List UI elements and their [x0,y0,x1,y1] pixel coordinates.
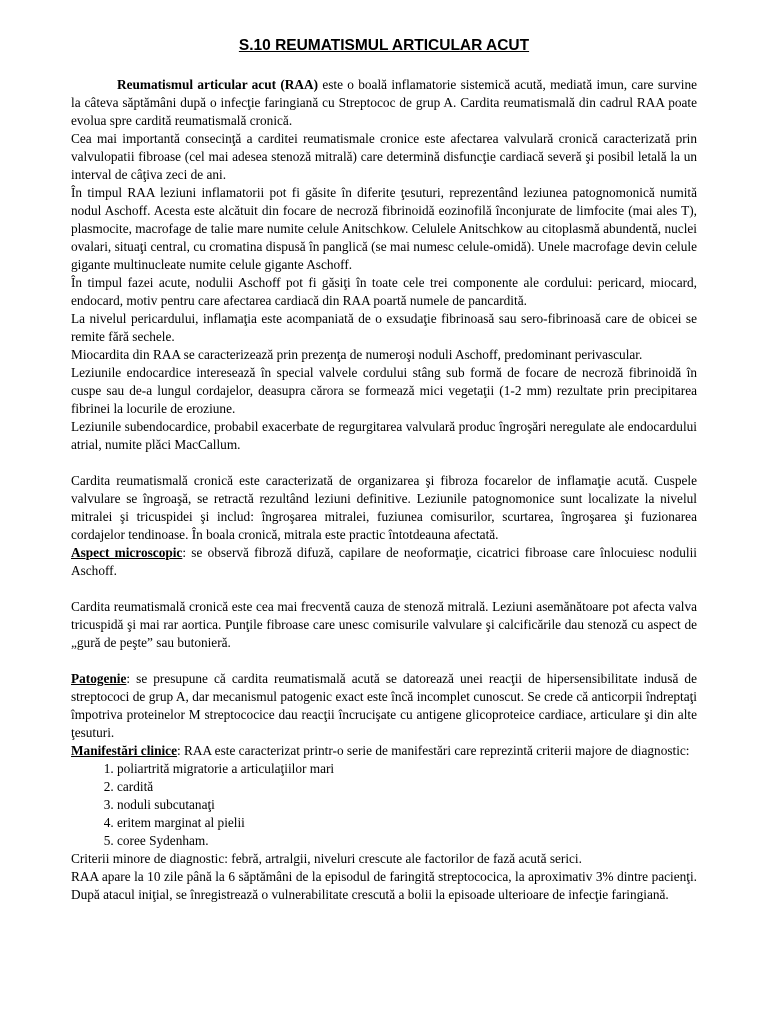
list-item: 4. eritem marginat al pielii [117,814,697,832]
paragraph-minor-criteria: Criterii minore de diagnostic: febră, artralgii, niveluri crescute ale factorilor de fază acută serici. [71,851,582,866]
paragraph-onset: RAA apare la 10 zile până la 6 săptămâni de la episodul de faringită streptococica, la aproximativ 3% dintre pacienţi. După atacul iniţial, se înregistrează o vulnerabilitate crescută a bolii la episoade ulterioare de infecţie faringiană. [71,869,697,902]
criteria-list [71,760,697,850]
page-title: S.10 REUMATISMUL ARTICULAR ACUT [238,37,530,54]
spacer [71,580,697,598]
list-item: 1. poliartrită migratorie a articulaţiilor mari [117,760,697,778]
microscopic-text: : se observă fibroză difuză, capilare de neoformaţie, cicatrici fibroase care înlocuiesc nodulii Aschoff. [71,545,697,578]
paragraph-miocardita: Miocardita din RAA se caracterizează prin prezenţa de numeroşi noduli Aschoff, predominant perivascular. [71,347,643,362]
paragraph-aschoff: În timpul RAA leziuni inflamatorii pot fi găsite în diferite ţesuturi, reprezentând leziunea patognomonică numită nodul Aschoff. Acesta este alcătuit din focare de necroză fibrinoidă eozinofilă înconjurate de limfocite (mai ales T), plasmocite, macrofage de talie mare numite celule Anitschkow. Celulele Anitschkow au citoplasmă abundentă, nuclei ovalari, situaţi central, cu cromatina dispusă în panglică (se mai numesc celule-omidă). Unele macrofage devin celule gigante multinucleate numite celule gigante Aschoff. [71,185,697,272]
patogenie-label: Patogenie [71,671,127,686]
paragraph-chronic: Cardita reumatismală cronică este caracterizată de organizarea şi fibroza focarelor de inflamaţie acută. Cuspele valvulare se îngroaşă, se retractă rezultând leziuni definitive. Leziunile patognomonice sunt localizate la nivelul mitralei şi tricuspidei şi includ: îngroşarea mitralei, fuziunea comisurilor, scurtarea, îngroşarea şi fuzionarea cordajelor tendinoase. În boala cronică, mitrala este practic întotdeauna afectată. [71,473,697,542]
intro-term: Reumatismul articular acut (RAA) [117,77,319,92]
paragraph-subendocard: Leziunile subendocardice, probabil exacerbate de regurgitarea valvulară produc îngroşări neregulate ale endocardului atrial, numite plăci MacCallum. [71,419,697,452]
paragraph-acute-phase: În timpul fazei acute, nodulii Aschoff pot fi găsiţi în toate cele trei componente ale cordului: pericard, miocard, endocard, motiv pentru care afectarea cardiacă din RAA poartă numele de pancardită. [71,275,697,308]
manifestari-label: Manifestări clinice [71,743,177,758]
spacer [71,454,697,472]
manifestari-text: : RAA este caracterizat printr-o serie de manifestări care reprezintă criterii majore de diagnostic: [176,743,690,758]
spacer [71,652,697,670]
list-item: 5. coree Sydenham. [117,832,697,850]
patogenie-text: : se presupune că cardita reumatismală acută se datorează unei reacţii de hipersensibilitate indusă de streptococi de grup A, dar mecanismul patogenic exact este încă incomplet cunoscut. Se crede că anticorpii îndreptaţi împotriva proteinelor M streptococice dau reacţii încrucişate cu antigene glicoproteice cardiace, articulare şi din alte ţesuturi. [71,671,697,740]
paragraph-microscopic [71,544,697,580]
list-item: 2. cardită [117,778,697,796]
paragraph-manifestari [71,742,697,760]
intro-text: este o boală inflamatorie sistemică acută, mediată imun, care survine la câteva săptămâni după o infecţie faringiană cu Streptococ de grup A. Cardita reumatismală din cadrul RAA poate evolua spre cardită reumatismală cronică. [71,77,697,128]
paragraph-pericard: La nivelul pericardului, inflamaţia este acompaniată de o exsudaţie fibrinoasă sau sero-fibrinoasă care de obicei se remite fără sechele. [71,311,697,344]
list-item: 3. noduli subcutanaţi [117,796,697,814]
paragraph-endocard: Leziunile endocardice interesează în special valvele cordului stâng sub formă de focare de necroză fibrinoidă în cuspe sau de-a lungul cordajelor, deasupra cărora se formează mici vegetaţii (1-2 mm) rezultate prin precipitarea fibrinei la locurile de eroziune. [71,365,697,416]
paragraph-patogenie [71,670,697,742]
microscopic-label: Aspect microscopic [71,545,183,560]
paragraph-consequence: Cea mai importantă consecinţă a carditei reumatismale cronice este afectarea valvulară cronică caracterizată prin valvulopatii fibroase (cel mai adesea stenoză mitrală) care determină disfuncţie cardiacă severă şi posibil letală la un interval de câţiva zeci de ani. [71,131,697,182]
paragraph-stenosis: Cardita reumatismală cronică este cea mai frecventă cauza de stenoză mitrală. Leziuni asemănătoare pot afecta valva tricuspidă şi mai rar aortica. Punţile fibroase care unesc comisurile valvulare şi calcificările dau stenoză cu aspect de „gură de peşte” sau butonieră. [71,599,697,650]
intro-paragraph [71,76,697,130]
